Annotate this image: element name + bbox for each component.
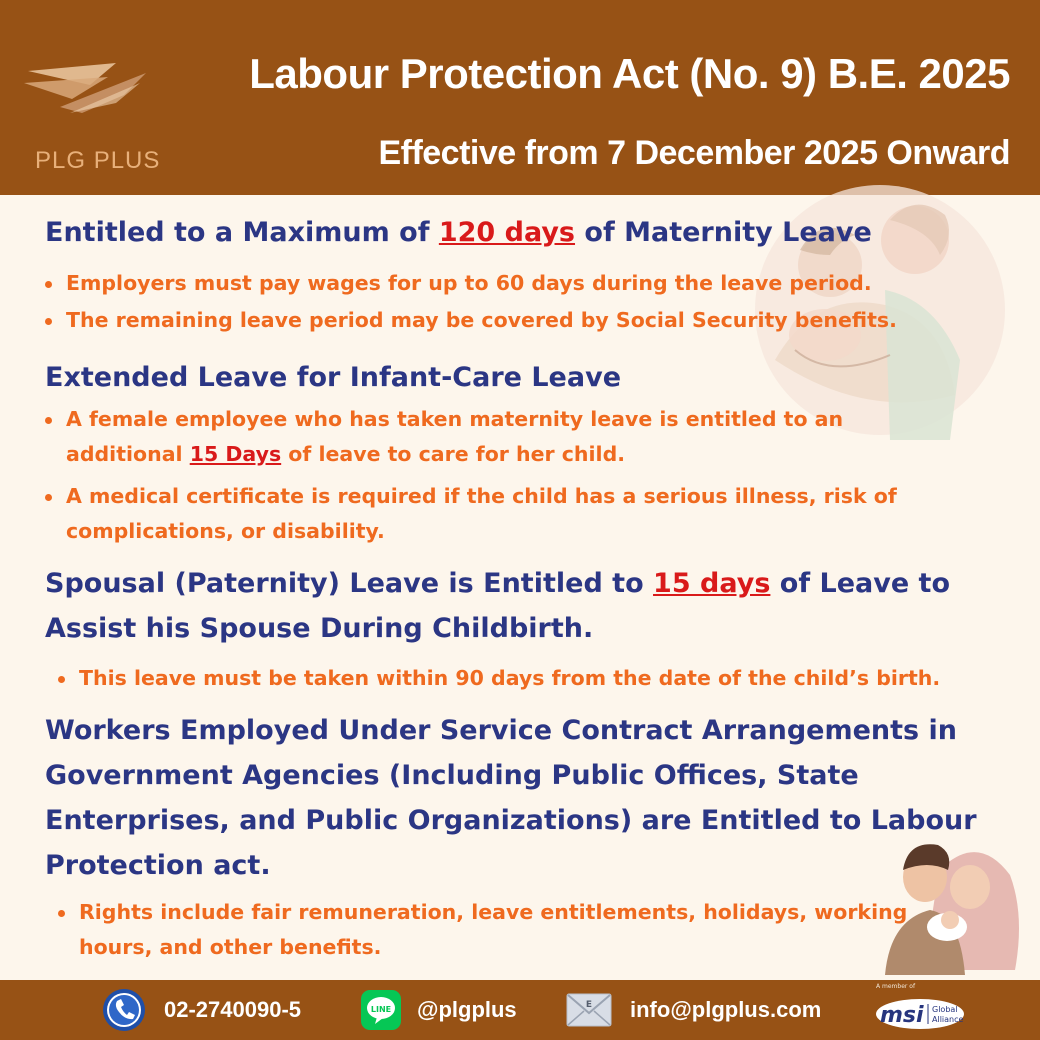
plg-plus-logo: [20, 55, 180, 180]
paternity-days-highlight: 15 days: [653, 568, 771, 599]
maternity-days-highlight: 120 days: [438, 217, 576, 248]
line-icon: [360, 989, 402, 1031]
line-id: @plgplus: [417, 997, 517, 1022]
page-subtitle: Effective from 7 December 2025 Onward: [378, 134, 1010, 172]
svg-text:msi: msi: [880, 1003, 924, 1028]
svg-text:E: E: [585, 1000, 593, 1010]
infant-care-days-highlight: 15 Days: [189, 442, 282, 466]
email-address: info@plgplus.com: [630, 997, 822, 1022]
logo-icon: [20, 55, 150, 135]
section-paternity-heading: Spousal (Paternity) Leave is Entitled to 15 days of Leave to Assist his Spouse During Childbirth.: [45, 568, 951, 644]
section-maternity-heading: Entitled to a Maximum of 120 days of Maternity Leave: [45, 217, 872, 248]
footer-contact-bar: [0, 980, 1040, 1040]
phone-icon: [102, 988, 146, 1032]
msi-alliance-logo: [872, 980, 992, 1040]
phone-number: 02-2740090-5: [164, 997, 302, 1022]
maternity-bullet-1: Employers must pay wages for up to 60 days during the leave period.: [66, 266, 872, 301]
msi-logo: [872, 980, 992, 1040]
service-contract-bullet-1: Rights include fair remuneration, leave entitlements, holidays, working hours, and other benefits.: [79, 895, 907, 965]
svg-text:Alliance: Alliance: [932, 1015, 964, 1024]
header-banner: [0, 0, 1040, 195]
infant-care-bullet-1: A female employee who has taken maternity leave is entitled to an additional 15 Days of leave to care for her child.: [66, 402, 843, 472]
svg-text:Global: Global: [932, 1005, 958, 1014]
section-service-contract-heading: Workers Employed Under Service Contract Arrangements in Government Agencies (Including Public Offices, State Enterprises, and Public Organizations) are Entitled to Labour Protection act.: [45, 715, 977, 881]
line-contact[interactable]: [360, 980, 517, 1040]
email-contact[interactable]: [566, 980, 821, 1040]
page-title: Labour Protection Act (No. 9) B.E. 2025: [249, 50, 1010, 97]
section-infant-care-heading: Extended Leave for Infant-Care Leave: [45, 362, 622, 393]
email-icon: [566, 993, 612, 1027]
svg-text:LINE: LINE: [370, 1005, 392, 1014]
paternity-bullet-1: This leave must be taken within 90 days from the date of the child’s birth.: [79, 661, 940, 696]
maternity-bullet-2: The remaining leave period may be covered by Social Security benefits.: [66, 303, 897, 338]
svg-text:A member of: A member of: [876, 983, 916, 990]
infant-care-bullet-2: A medical certificate is required if the child has a serious illness, risk of complications, or disability.: [66, 479, 897, 549]
phone-contact[interactable]: [102, 980, 301, 1040]
content-area: [0, 195, 1040, 980]
logo-text: PLG PLUS: [35, 147, 161, 174]
